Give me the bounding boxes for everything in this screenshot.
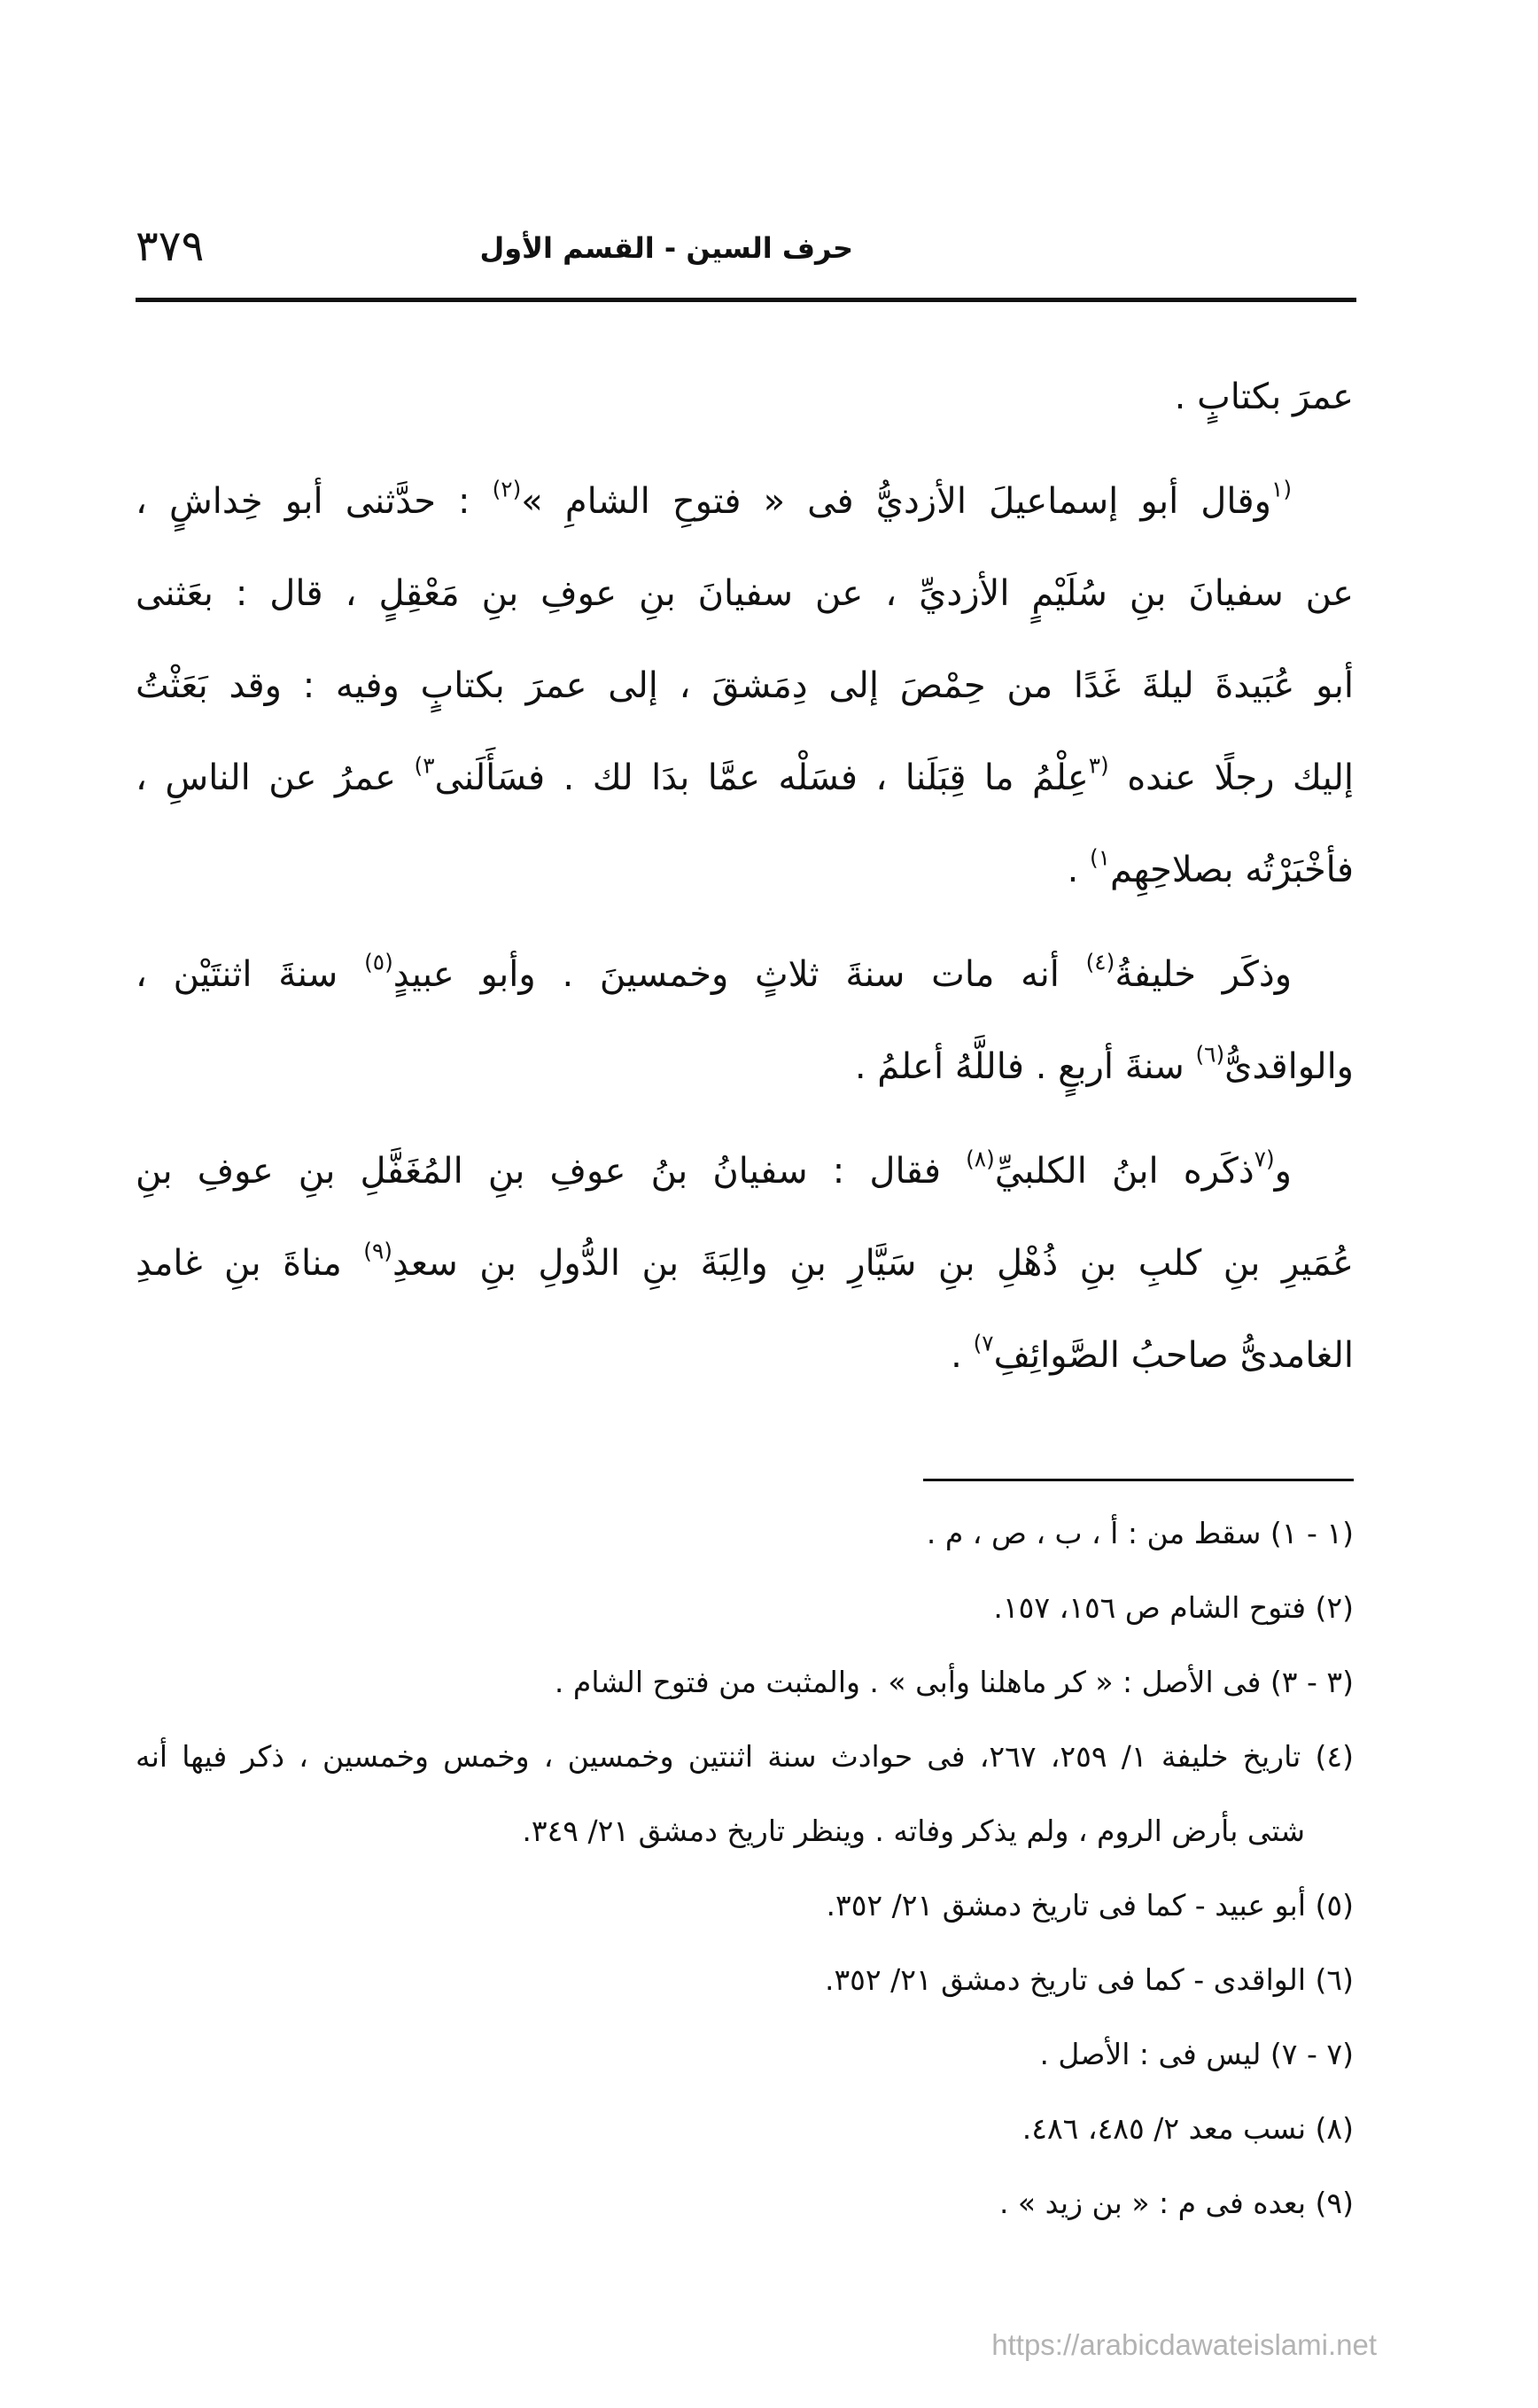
footnote-continuation: شتى بأرض الروم ، ولم يذكر وفاته . وينظر تاريخ دمشق ٢١/ ٣٤٩.	[522, 1814, 1305, 1848]
text-line	[136, 1125, 1354, 1217]
text-segment: أنه مات سنةَ ثلاثٍ وخمسينَ . وأبو عبيدٍ	[392, 954, 1086, 995]
text-segment: إليك رجلًا عنده	[1108, 757, 1354, 798]
text-segment: .	[1067, 850, 1091, 890]
page-number: ٣٧٩	[136, 221, 205, 271]
text-segment: عن سفيانَ بنِ سُلَيْمٍ الأزديِّ ، عن سفيانَ بنِ عوفِ بنِ مَعْقِلٍ ، قال : بعَثنى	[136, 573, 1354, 614]
text-segment: الغامدىُّ صاحبُ الصَّوائِفِ	[993, 1335, 1354, 1376]
footnote-marker: ١)	[1090, 844, 1111, 871]
footnote-marker: (١	[1270, 476, 1292, 502]
text-line	[136, 351, 1354, 443]
text-line	[136, 640, 1354, 732]
header-rule	[136, 298, 1356, 302]
paragraph	[136, 928, 1354, 1113]
footnote-marker: (٦)	[1195, 1041, 1225, 1068]
footnote-marker: ٣)	[414, 752, 435, 779]
text-segment: عمرُ عن الناسِ ،	[136, 757, 415, 798]
text-segment: وقال أبو إسماعيلَ الأزديُّ فى « فتوحِ الشامِ »	[521, 481, 1271, 522]
footnote-separator	[923, 1479, 1354, 1481]
footnote-marker: (٩)	[363, 1238, 392, 1264]
text-line	[136, 1309, 1354, 1402]
footnote: (٤) تاريخ خليفة ١/ ٢٥٩، ٢٦٧، فى حوادث سنة اثنتين وخمسين ، وخمس وخمسين ، ذكر فيها أنه	[136, 1739, 1354, 1774]
text-segment: وذكَر خليفةُ	[1115, 954, 1293, 995]
text-segment: فأخْبَرْتُه بصلاحِهِم	[1110, 850, 1354, 890]
text-segment: فقال : سفيانُ بنُ عوفِ بنِ المُغَفَّلِ بنِ عوفِ بنِ	[136, 1151, 967, 1192]
text-line	[136, 455, 1354, 548]
text-segment: عِلْمُ ما قِبَلَنا ، فسَلْه عمَّا بدَا لك . فسَأَلَنى	[434, 757, 1089, 798]
footnote: (٧ - ٧) ليس فى : الأصل .	[1039, 2037, 1354, 2071]
footnote: (٢) فتوح الشام ص ١٥٦، ١٥٧.	[993, 1590, 1354, 1625]
footnote-marker: (٣	[1088, 752, 1109, 779]
footnote: (٣ - ٣) فى الأصل : « كر ماهلنا وأبى » . والمثبت من فتوح الشام .	[554, 1665, 1354, 1699]
text-segment: عُمَيرِ بنِ كلبِ بنِ ذُهْلِ بنِ سَيَّارِ بنِ والِبَةَ بنِ الدُّولِ بنِ سعدِ	[392, 1243, 1354, 1284]
text-line	[136, 1217, 1354, 1309]
text-segment: عمرَ بكتابٍ .	[1174, 377, 1354, 417]
text-line	[136, 928, 1354, 1021]
footnote-marker: (٨)	[966, 1146, 995, 1172]
text-segment: : حدَّثنى أبو خِداشٍ ،	[136, 481, 493, 522]
text-line	[136, 732, 1354, 824]
footnote-marker: ٧)	[973, 1330, 994, 1356]
text-segment: والواقدىُّ	[1224, 1046, 1354, 1087]
watermark-url: https://arabicdawateislami.net	[991, 2328, 1377, 2361]
running-header-title: حرف السين - القسم الأول	[479, 231, 853, 265]
text-segment: أبو عُبَيدةَ ليلةَ غَدًا من حِمْصَ إلى دِمَشقَ ، إلى عمرَ بكتابٍ وفيه : وقد بَعَثْتُ	[136, 665, 1354, 706]
footnote-marker: (٢)	[492, 476, 522, 502]
text-line	[136, 548, 1354, 640]
text-line	[136, 1021, 1354, 1113]
main-text	[136, 351, 1354, 1402]
text-segment: .	[951, 1335, 974, 1376]
text-segment: مناةَ بنِ غامدِ	[136, 1243, 364, 1284]
footnote: (٩) بعده فى م : « بن زيد » .	[998, 2186, 1354, 2220]
footnotes	[136, 1496, 1354, 2241]
paragraph	[136, 1125, 1354, 1402]
text-segment: و	[1274, 1151, 1292, 1192]
text-line	[136, 824, 1354, 916]
footnote-marker: (٤)	[1085, 949, 1115, 975]
text-segment: سنةَ اثنتَيْن ،	[136, 954, 365, 995]
footnote: (٦) الواقدى - كما فى تاريخ دمشق ٢١/ ٣٥٢.	[824, 1962, 1354, 1997]
footnote: (٨) نسب معد ٢/ ٤٨٥، ٤٨٦.	[1021, 2111, 1354, 2146]
text-segment: سنةَ أربعٍ . فاللَّهُ أعلمُ .	[854, 1046, 1196, 1087]
paragraph	[136, 455, 1354, 916]
footnote: (١ - ١) سقط من : أ ، ب ، ص ، م .	[926, 1516, 1354, 1550]
footnote-marker: (٥)	[364, 949, 393, 975]
footnote: (٥) أبو عبيد - كما فى تاريخ دمشق ٢١/ ٣٥٢.	[826, 1888, 1354, 1923]
footnote-marker: (٧	[1254, 1146, 1275, 1172]
paragraph	[136, 351, 1354, 443]
text-segment: ذكَره ابنُ الكلبيِّ	[994, 1151, 1254, 1192]
